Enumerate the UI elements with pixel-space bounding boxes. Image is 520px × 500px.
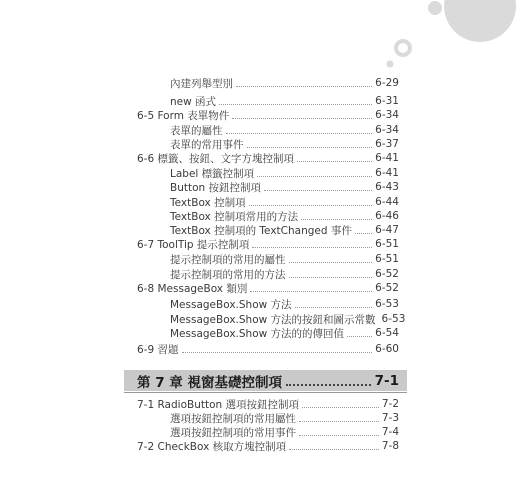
toc-entry-page: 6-47	[375, 224, 399, 236]
dot-leader	[299, 421, 379, 422]
toc-section-page: 6-51	[375, 238, 399, 250]
toc-entry-page: 6-53	[381, 313, 406, 325]
dot-leader	[295, 307, 373, 308]
toc-entry-title: 選項按鈕控制項的常用事件	[170, 426, 296, 439]
dot-leader	[252, 247, 372, 248]
dot-leader	[289, 449, 379, 450]
dot-leader	[264, 190, 372, 191]
chapter-page: 7-1	[374, 372, 399, 389]
toc-section-page: 7-2	[381, 398, 399, 410]
dot-leader	[289, 277, 373, 278]
toc-section-title: 7-2 CheckBox 核取方塊控制項	[137, 440, 287, 453]
dot-leader	[257, 176, 372, 177]
toc-entry-page: 6-46	[375, 210, 399, 222]
toc-section	[137, 236, 399, 252]
toc-entry	[170, 179, 399, 195]
toc-entry-page: 6-29	[375, 77, 399, 89]
toc-entry-page: 6-51	[375, 253, 399, 265]
toc-section-title: 7-1 RadioButton 選項按鈕控制項	[137, 398, 300, 411]
toc-section	[137, 150, 399, 166]
toc-section-title: 6-6 標籤、按鈕、文字方塊控制項	[137, 152, 294, 165]
toc-section-page: 7-8	[381, 440, 399, 452]
toc-section	[137, 341, 399, 357]
toc-entry	[170, 296, 399, 312]
toc-entry-title: TextBox 控制項常用的方法	[170, 210, 299, 223]
toc-entry-title: 內建列舉型別	[170, 77, 233, 90]
dot-leader	[289, 262, 373, 263]
dot-leader	[299, 435, 379, 436]
toc-section-title: 6-5 Form 表單物件	[137, 109, 230, 122]
toc-entry-page: 6-41	[375, 167, 399, 179]
toc-entry-title: TextBox 控制項的 TextChanged 事件	[170, 224, 352, 237]
toc-entry	[170, 325, 399, 341]
chapter-heading	[137, 370, 399, 391]
toc-entry-page: 6-54	[375, 327, 399, 339]
dot-leader	[355, 233, 372, 234]
toc-entry-page: 6-37	[375, 138, 399, 150]
toc-entry-page: 6-44	[375, 196, 399, 208]
toc-section-page: 6-52	[375, 282, 399, 294]
dot-leader	[301, 219, 372, 220]
toc-entry	[170, 251, 399, 267]
toc-section-title: 6-7 ToolTip 提示控制項	[137, 238, 250, 251]
toc-section-title: 6-8 MessageBox 類別	[137, 282, 248, 295]
toc-section-page: 6-60	[375, 343, 399, 355]
toc-entry-title: MessageBox.Show 方法的的傳回值	[170, 327, 345, 340]
toc-entry-title: 提示控制項的常用的屬性	[170, 253, 286, 266]
dot-leader	[286, 384, 371, 386]
divider	[124, 392, 407, 393]
toc-entry	[170, 75, 399, 91]
dot-leader	[247, 147, 373, 148]
dot-leader	[297, 161, 372, 162]
toc-section-page: 6-41	[375, 152, 399, 164]
toc-section-page: 6-34	[375, 109, 399, 121]
dot-leader	[302, 407, 379, 408]
dot-leader	[250, 291, 372, 292]
toc-entry-title: MessageBox.Show 方法的按鈕和圖示常數	[170, 313, 376, 326]
dot-leader	[219, 104, 372, 105]
toc-entry-page: 6-53	[375, 298, 399, 310]
dot-leader	[226, 133, 373, 134]
toc-entry-title: new 函式	[170, 95, 217, 108]
dot-leader	[236, 86, 372, 87]
toc-entry-title: MessageBox.Show 方法	[170, 298, 292, 311]
toc-entry-page: 6-34	[375, 124, 399, 136]
toc-entry-title: Label 標籤控制項	[170, 167, 255, 180]
toc-entry-title: 表單的屬性	[170, 124, 223, 137]
toc-entry-page: 6-52	[375, 268, 399, 280]
dot-leader	[182, 352, 373, 353]
toc-entry-title: 提示控制項的常用的方法	[170, 268, 286, 281]
dot-leader	[249, 205, 373, 206]
chapter-title: 第 7 章 視窗基礎控制項	[137, 374, 282, 391]
dot-leader	[347, 336, 372, 337]
toc-entry-page: 6-43	[375, 181, 399, 193]
toc-entry-page: 6-31	[375, 95, 399, 107]
toc-section	[137, 438, 399, 454]
dot-leader	[232, 118, 372, 119]
toc-section-title: 6-9 習題	[137, 343, 179, 356]
toc-entry-title: 表單的常用事件	[170, 138, 244, 151]
toc-entry-title: Button 按鈕控制項	[170, 181, 262, 194]
toc-entry-page: 7-3	[381, 412, 399, 424]
toc-section	[137, 280, 399, 296]
toc-entry-title: 選項按鈕控制項的常用屬性	[170, 412, 296, 425]
toc-entry-title: TextBox 控制項	[170, 196, 246, 209]
toc-section	[137, 107, 399, 123]
toc-entry-page: 7-4	[381, 426, 399, 438]
